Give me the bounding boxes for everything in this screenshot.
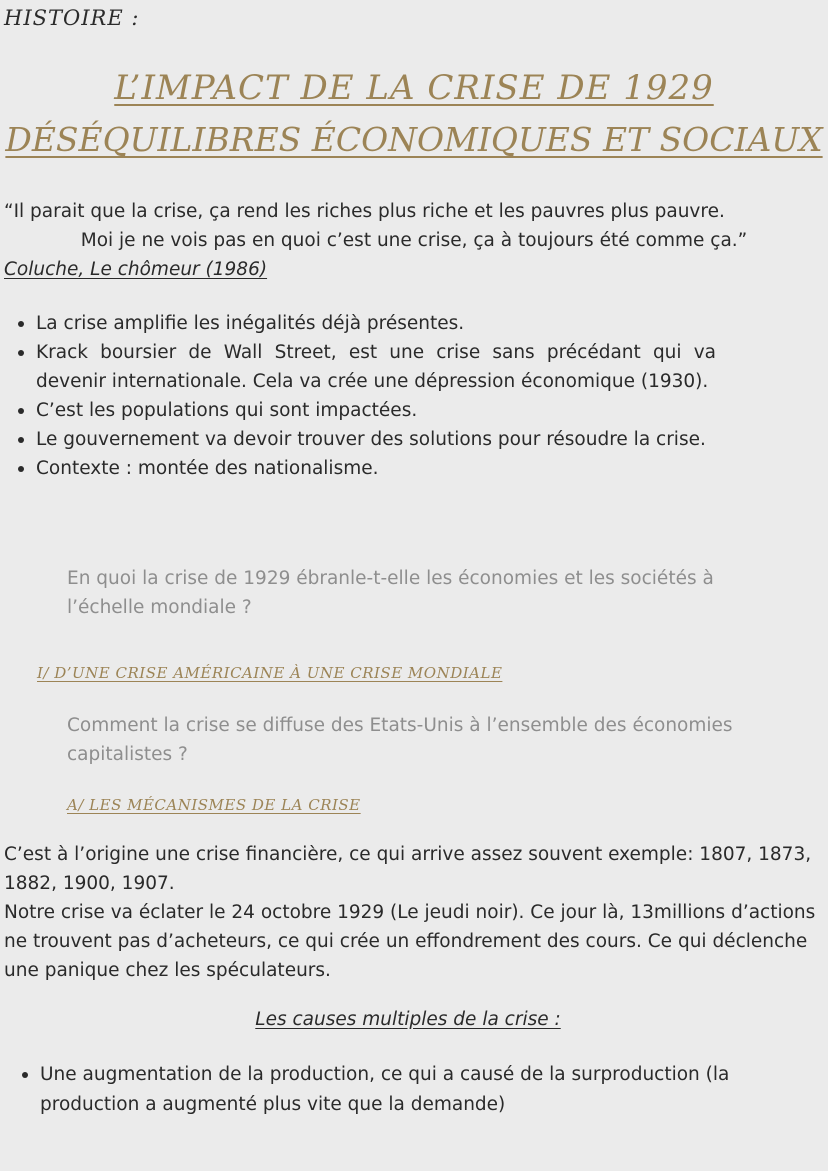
- list-item: Une augmentation de la production, ce qui a causé de la surproduction (la production a augmenté plus vite que la demande): [20, 1060, 820, 1120]
- quote-line1: “Il parait que la crise, ça rend les riches plus riche et les pauvres plus pauvre.: [4, 201, 725, 222]
- list-item: La crise amplifie les inégalités déjà présentes.: [16, 309, 716, 338]
- causes-title: Les causes multiples de la crise :: [255, 1009, 561, 1030]
- causes-bullet-list: [20, 1060, 820, 1120]
- section-label: HISTOIRE :: [4, 6, 140, 30]
- list-item: Krack boursier de Wall Street, est une crise sans précédant qui va devenir internationale. Cela va crée une dépression économique (1930).: [16, 338, 716, 396]
- intro-bullet-list: [16, 309, 716, 483]
- partA-body: [4, 840, 826, 985]
- partA-paragraph1: C’est à l’origine une crise financière, ce qui arrive assez souvent exemple: 1807, 1873, 1882, 1900, 1907.: [4, 844, 812, 894]
- partA-paragraph2: Notre crise va éclater le 24 octobre 1929 (Le jeudi noir). Ce jour là, 13millions d’actions ne trouvent pas d’acheteurs, ce qui crée un effondrement des cours. Ce qui déclenche une panique chez les spéculateurs.: [4, 902, 816, 981]
- list-item: Contexte : montée des nationalisme.: [16, 454, 716, 483]
- quote-source: Coluche, Le chômeur (1986): [4, 259, 268, 280]
- partA-heading: A/ LES MÉCANISMES DE LA CRISE: [67, 796, 361, 814]
- page-title-line1: L’IMPACT DE LA CRISE DE 1929: [114, 68, 714, 108]
- quote-line2: Moi je ne vois pas en quoi c’est une crise, ça à toujours été comme ça.”: [80, 230, 748, 251]
- part1-question: Comment la crise se diffuse des Etats-Unis à l’ensemble des économies capitalistes ?: [67, 715, 733, 765]
- page-title-line2: DÉSÉQUILIBRES ÉCONOMIQUES ET SOCIAUX: [5, 120, 823, 159]
- list-item: C’est les populations qui sont impactées.: [16, 396, 716, 425]
- part1-heading: I/ D’UNE CRISE AMÉRICAINE À UNE CRISE MONDIALE: [37, 664, 503, 682]
- list-item: Le gouvernement va devoir trouver des solutions pour résoudre la crise.: [16, 425, 716, 454]
- problematique: En quoi la crise de 1929 ébranle-t-elle les économies et les sociétés à l’échelle mondiale ?: [67, 568, 714, 618]
